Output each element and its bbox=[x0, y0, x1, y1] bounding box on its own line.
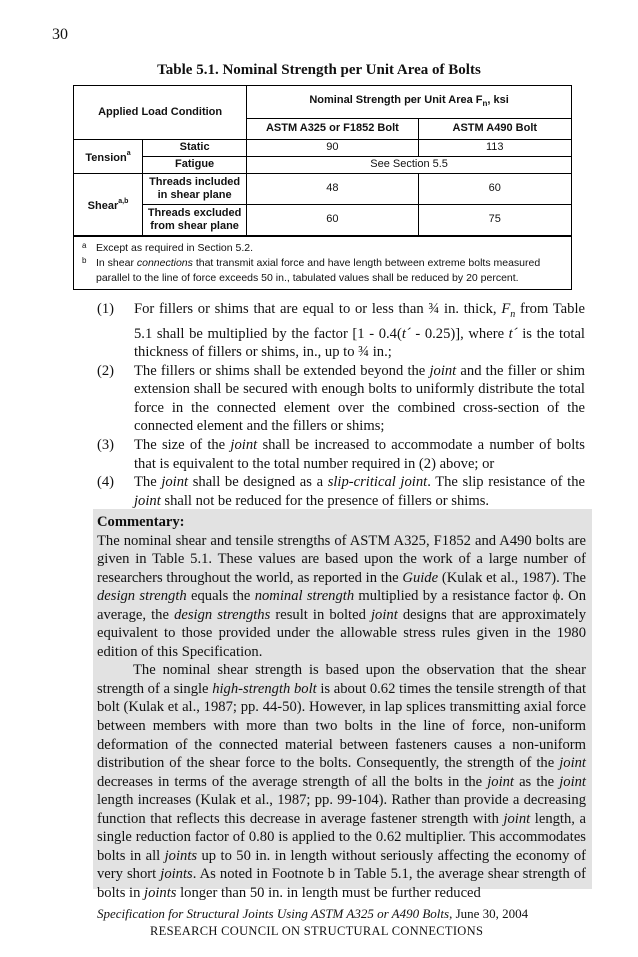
static-a325-value: 90 bbox=[247, 139, 418, 156]
header-nominal-strength: Nominal Strength per Unit Area $F_n$, ksi bbox=[247, 86, 571, 118]
table-footnotes bbox=[74, 236, 571, 289]
list-item: (2) The fillers or shims shall be extended beyond the joint and the filler or shim extension shall be secured with enough bolts to uniformly distribute the total force in the connected element over the combined cross-section of the connected element and the fillers or shims; bbox=[97, 362, 585, 435]
footnote-a: a Except as required in Section 5.2. bbox=[82, 240, 254, 254]
footer-spec-title: Specification for Structural Joints Using ASTM A325 or A490 Bolts, June 30, 2004 bbox=[97, 906, 529, 921]
bolt-strength-table bbox=[73, 85, 572, 290]
header-a490: ASTM A490 Bolt bbox=[418, 118, 571, 139]
included-a325-value: 48 bbox=[247, 173, 418, 204]
list-item: (1) For fillers or shims that are equal to or less than ¾ in. thick, $F_n$ from Table 5.1 shall be multiplied by the factor [1 - 0.4(t´ - 0.25)], where t´ is the total thickness of fillers or shims, in., up to ¾ in.; bbox=[97, 301, 585, 361]
excluded-a325-value: 60 bbox=[247, 204, 418, 235]
header-a325: ASTM A325 or F1852 Bolt bbox=[247, 118, 418, 139]
fatigue-value: See Section 5.5 bbox=[247, 156, 571, 173]
included-a490-value: 60 bbox=[418, 173, 571, 204]
table-title: Table 5.1. Nominal Strength per Unit Area of Bolts bbox=[157, 62, 481, 78]
header-applied-load: Applied Load Condition bbox=[74, 86, 247, 139]
static-label: Static bbox=[143, 139, 247, 156]
threads-excluded-label: Threads excluded from shear plane bbox=[143, 204, 247, 235]
footnote-b: b In shear connections that transmit axial force and have length between extreme bolts measured parallel to the line of force exceeds 50 in., tabulated values shall be reduced by 20 percent. bbox=[82, 255, 541, 284]
commentary-paragraph-2: The nominal shear strength is based upon the observation that the shear strength of a single high-strength bolt is about 0.62 times the tensile strength of that bolt (Kulak et al., 1987; pp. 44-50). However, in lap splices transmitting axial force between members with more than two bolts in the line of force, non-uniform deformation of the connected material between fasteners causes a non-uniform distribution of the shear force to the bolts. Consequently, the strength of the joint decreases in terms of the average strength of all the bolts in the joint as the joint length increases (Kulak et al., 1987; pp. 99-104). Rather than provide a decreasing function that reflects this decrease in average fastener strength with joint length, a single reduction factor of 0.80 is applied to the 0.62 multiplier. This accommodates bolts in all joints up to 50 in. in length without seriously affecting the economy of very short joints. As noted in Footnote b in Table 5.1, the average shear strength of bolts in joints longer than 50 in. in length must be further reduced bbox=[97, 662, 587, 901]
excluded-a490-value: 75 bbox=[418, 204, 571, 235]
footer-council: RESEARCH COUNCIL ON STRUCTURAL CONNECTIONS bbox=[150, 924, 484, 938]
commentary bbox=[97, 513, 586, 902]
shear-label: Shear$^{a,b}$ bbox=[74, 173, 143, 235]
commentary-paragraph-1: The nominal shear and tensile strengths of ASTM A325, F1852 and A490 bolts are given in Table 5.1. These values are based upon the work of a large number of researchers throughout the world, as reported in the Guide (Kulak et al., 1987). The design strength equals the nominal strength multiplied by a resistance factor ϕ. On average, the design strengths result in bolted joint designs that are approximately equivalent to those provided under the allowable stress rules given in the 1980 edition of this Specification. bbox=[97, 532, 586, 660]
page-number: 30 bbox=[52, 26, 68, 43]
commentary-heading: Commentary: bbox=[97, 514, 185, 530]
list-item: (3) The size of the joint shall be increased to accommodate a number of bolts that is equivalent to the total number required in (2) above; or bbox=[97, 437, 585, 472]
threads-included-label: Threads included in shear plane bbox=[143, 173, 247, 204]
static-a490-value: 113 bbox=[418, 139, 571, 156]
tension-label: Tension$^a$ bbox=[74, 139, 143, 173]
fatigue-label: Fatigue bbox=[143, 156, 247, 173]
filler-requirements-list bbox=[97, 300, 585, 510]
list-item: (4) The joint shall be designed as a slip-critical joint. The slip resistance of the joint shall not be reduced for the presence of fillers or shims. bbox=[97, 474, 585, 509]
